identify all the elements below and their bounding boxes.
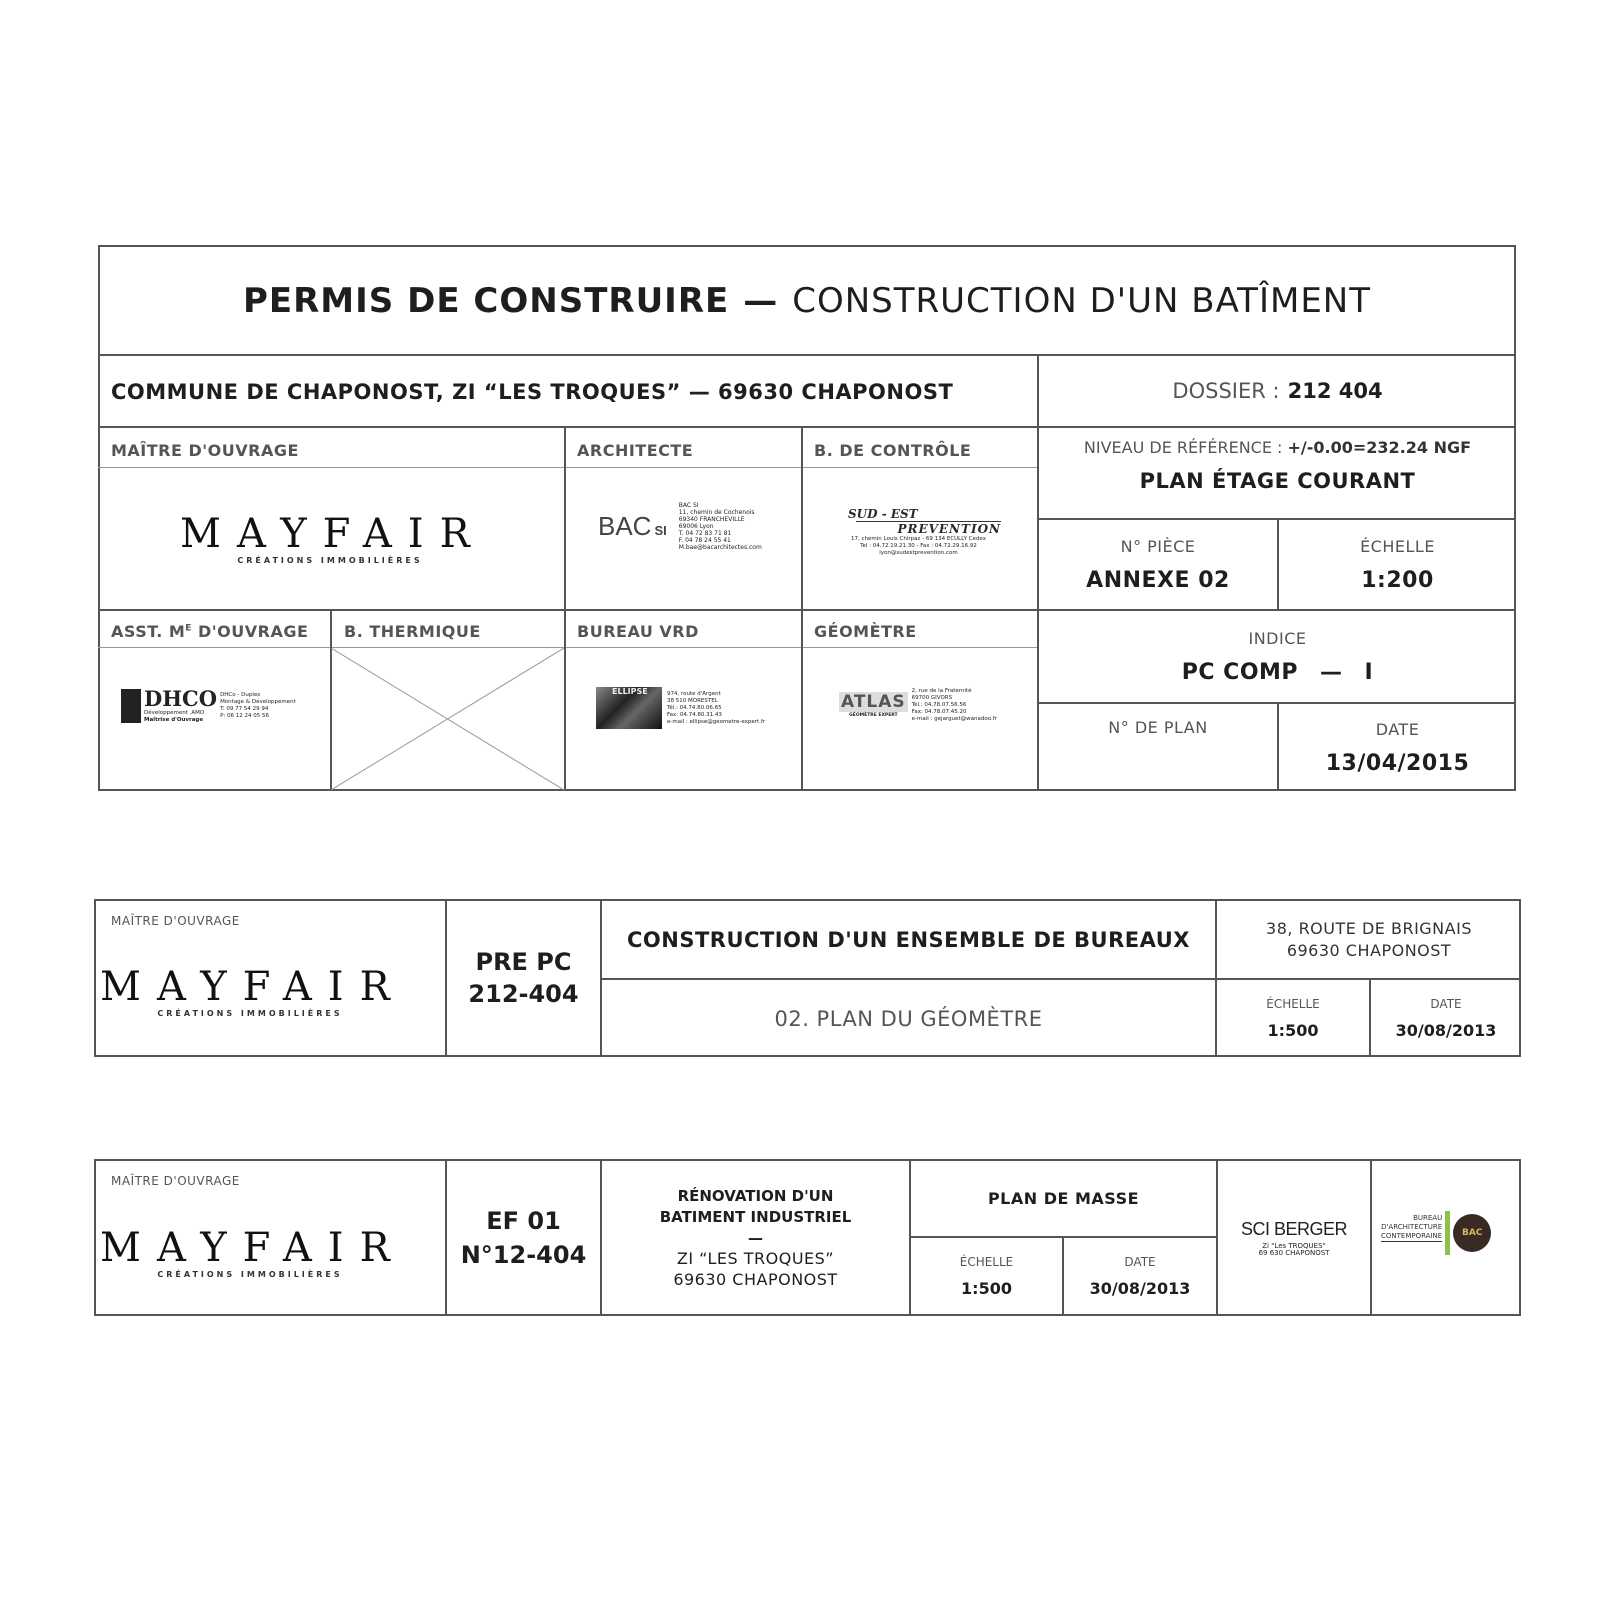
atlas-line: 69700 GIVORS xyxy=(911,695,953,701)
echelle-cell xyxy=(1217,980,1369,1057)
sci-name: SCI BERGER xyxy=(1240,1218,1348,1239)
title-rest: CONSTRUCTION D'UN BATÎMENT xyxy=(792,280,1371,321)
asst-suffix: D'OUVRAGE xyxy=(191,622,309,641)
bac-line: 69006 Lyon xyxy=(678,523,714,530)
bac-contemporaine-logo xyxy=(1381,1211,1491,1255)
date-label: DATE xyxy=(1375,719,1420,739)
project-cell xyxy=(602,1161,909,1314)
dhco-contact xyxy=(220,692,296,720)
echelle-cell xyxy=(911,1238,1062,1314)
sud-contact xyxy=(836,536,1001,557)
project-title-text: CONSTRUCTION D'UN ENSEMBLE DE BUREAUX xyxy=(627,927,1190,952)
bac-line: 11, chemin de Cochenois xyxy=(678,509,755,516)
label-geometre: GÉOMÈTRE xyxy=(814,622,917,641)
bureau-line: BUREAU xyxy=(1413,1214,1443,1222)
sud-contact-line: lyon@sudestprevention.com xyxy=(879,550,958,556)
atlas-contact xyxy=(912,688,997,723)
plan-subtitle xyxy=(602,980,1215,1057)
atlas-line: Tél.: 04.78.07.56.56 xyxy=(911,702,967,708)
dhco-line: Montage & Développement xyxy=(220,699,296,705)
bac-line: BAC SI xyxy=(678,502,699,509)
indice-right: I xyxy=(1364,659,1374,685)
bac-badge-text: BAC xyxy=(1461,1228,1483,1238)
sud-est-prevention-logo xyxy=(836,507,1001,557)
dhco-mark: DHCO xyxy=(144,686,218,711)
indice-label: INDICE xyxy=(1248,628,1307,648)
piece-label: N° PIÈCE xyxy=(1120,536,1196,556)
mayfair-logo xyxy=(100,964,406,1018)
ellipse-line: 38 510 MORESTEL xyxy=(667,697,718,704)
date-value: 30/08/2013 xyxy=(1395,1021,1497,1040)
bac-contact xyxy=(679,502,762,551)
plan-title-cell xyxy=(911,1161,1216,1236)
plan-no-label: N° DE PLAN xyxy=(1108,718,1208,737)
divider xyxy=(98,467,1038,468)
label-maitre-ouvrage: MAÎTRE D'OUVRAGE xyxy=(111,441,299,460)
sud-contact-line: 17, chemin Louis Chirpaz - 69 134 ECULLY Cedex xyxy=(851,536,986,542)
echelle-cell xyxy=(1279,520,1516,609)
label-vrd: BUREAU VRD xyxy=(577,622,699,641)
ellipse-line: Tél.: 04.74.80.06.65 xyxy=(667,704,722,711)
code-line2: 212-404 xyxy=(468,980,579,1008)
dossier-label: DOSSIER : xyxy=(1172,379,1280,403)
ellipse-logo xyxy=(596,687,765,729)
ellipse-line: Fax: 04.74.80.31.43 xyxy=(667,711,722,718)
bac-mark: BAC xyxy=(598,511,652,541)
sci-line1: Zi "Les TROQUES" xyxy=(1262,1241,1326,1250)
niveau-line xyxy=(1084,438,1471,457)
atlas-line: e-mail : gejarguet@wanadoo.fr xyxy=(911,716,997,722)
asst-sup: E xyxy=(185,623,192,634)
ellipse-line: e-mail : ellipse@geometre-expert.fr xyxy=(667,718,766,725)
indice-value xyxy=(1182,660,1373,685)
dhco-line: DHCo - Duplex xyxy=(220,692,261,698)
project-dash: — xyxy=(748,1228,763,1247)
sci-line2: 69 630 CHAPONOST xyxy=(1258,1248,1330,1257)
bac-line: M.bae@bacarchitectes.com xyxy=(678,544,762,551)
divider xyxy=(564,426,566,791)
dossier-value: 212 404 xyxy=(1287,379,1383,403)
address-cell xyxy=(1217,901,1521,978)
date-cell xyxy=(1064,1238,1216,1314)
dhco-emblem-icon xyxy=(121,689,141,723)
divider xyxy=(801,426,803,791)
label-controle: B. DE CONTRÔLE xyxy=(814,441,972,460)
echelle-value: 1:500 xyxy=(961,1278,1012,1298)
niveau-label: NIVEAU DE RÉFÉRENCE : xyxy=(1083,438,1283,457)
mayfair-name: MAYFAIR xyxy=(180,511,486,557)
bac-line: T. 04 72 83 71 81 xyxy=(678,530,732,537)
date-value: 30/08/2013 xyxy=(1089,1278,1191,1298)
dossier xyxy=(1039,356,1516,426)
sud-line2: PREVENTION xyxy=(856,521,1001,536)
title-bold: PERMIS DE CONSTRUIRE xyxy=(242,280,730,321)
bac-mark-sub: SI xyxy=(654,523,667,538)
title-dash: — xyxy=(743,280,779,321)
indice-left: PC COMP xyxy=(1181,659,1299,685)
code-cell xyxy=(447,901,600,1055)
atlas-line: 2, rue de la Fraternité xyxy=(911,688,972,694)
date-cell xyxy=(1279,704,1516,791)
echelle-label: ÉCHELLE xyxy=(1266,997,1320,1011)
project-line3: ZI “LES TROQUES” xyxy=(676,1248,835,1268)
plan-title: PLAN DE MASSE xyxy=(987,1189,1140,1208)
date-value: 13/04/2015 xyxy=(1325,750,1470,776)
project-line1: RÉNOVATION D'UN xyxy=(677,1186,834,1205)
plan-title: PLAN ÉTAGE COURANT xyxy=(1139,469,1416,493)
bureau-line: D'ARCHITECTURE xyxy=(1381,1223,1443,1231)
dhco-sub2: Maîtrise d'Ouvrage xyxy=(144,717,204,723)
bac-si-logo xyxy=(598,502,762,551)
dhco-logo xyxy=(121,688,296,724)
atlas-line: Fax: 04.78.07.45.20 xyxy=(911,709,967,715)
echelle-value: 1:500 xyxy=(1267,1021,1319,1040)
date-label: DATE xyxy=(1124,1254,1156,1269)
dhco-line: T: 09 77 54 29 94 xyxy=(220,706,269,712)
main-title xyxy=(98,247,1516,354)
date-cell xyxy=(1371,980,1521,1057)
label-architecte: ARCHITECTE xyxy=(577,441,694,460)
project-line2: BATIMENT INDUSTRIEL xyxy=(659,1207,852,1226)
atlas-logo xyxy=(839,688,997,723)
niveau-reference xyxy=(1039,428,1516,518)
asst-prefix: ASST. M xyxy=(111,622,186,641)
label-asst-maitre-ouvrage xyxy=(111,622,308,641)
echelle-value: 1:200 xyxy=(1361,567,1434,593)
date-label: DATE xyxy=(1430,997,1462,1011)
mayfair-tagline: CRÉATIONS IMMOBILIÈRES xyxy=(237,556,423,565)
code-line1: EF 01 xyxy=(486,1206,561,1235)
mayfair-logo xyxy=(180,511,486,565)
piece-value: ANNEXE 02 xyxy=(1086,567,1230,593)
address-line2: 69630 CHAPONOST xyxy=(1286,940,1452,960)
indice-dash: — xyxy=(1320,659,1343,685)
divider xyxy=(1370,1159,1372,1316)
sud-line1: SUD - EST xyxy=(848,507,918,521)
divider xyxy=(98,647,1038,648)
ellipse-line: 974, route d'Argent xyxy=(667,690,721,697)
ellipse-mark: ELLIPSE xyxy=(612,687,648,696)
plan-subtitle-text: 02. PLAN DU GÉOMÈTRE xyxy=(774,1006,1043,1031)
project-line4: 69630 CHAPONOST xyxy=(673,1269,838,1289)
code-line1: PRE PC xyxy=(475,948,572,976)
commune-address: COMMUNE DE CHAPONOST, ZI “LES TROQUES” — 69630 CHAPONOST xyxy=(111,380,954,404)
bureau-line: CONTEMPORAINE xyxy=(1381,1232,1443,1240)
ellipse-emblem-icon xyxy=(596,687,662,729)
address-line1: 38, ROUTE DE BRIGNAIS xyxy=(1266,918,1472,938)
mayfair-logo xyxy=(100,1225,406,1279)
sci-berger-logo xyxy=(1218,1161,1370,1314)
label-thermique: B. THERMIQUE xyxy=(344,622,481,641)
dhco-line: P: 06 12 24 05 56 xyxy=(220,713,269,719)
sud-contact-line: Tel : 04.72.19.21.30 - Fax : 04.72.29.16.92 xyxy=(860,543,977,549)
mayfair-tagline: CRÉATIONS IMMOBILIÈRES xyxy=(157,1009,343,1018)
maitre-ouvrage-label: MAÎTRE D'OUVRAGE xyxy=(111,1174,240,1188)
plan-no-cell xyxy=(1039,704,1277,791)
bac-line: F. 04 78 24 55 41 xyxy=(678,537,731,544)
dhco-sub1: Développement .AMO xyxy=(144,710,205,716)
ellipse-contact xyxy=(667,691,765,726)
bac-badge-icon xyxy=(1453,1214,1491,1252)
indice-cell xyxy=(1039,611,1516,702)
mayfair-name: MAYFAIR xyxy=(100,964,406,1010)
niveau-value: +/-0.00=232.24 NGF xyxy=(1287,438,1472,457)
piece-cell xyxy=(1039,520,1277,609)
bureau-text xyxy=(1381,1214,1442,1252)
atlas-mark: ATLAS xyxy=(841,692,906,712)
atlas-sub: GÉOMÈTRE EXPERT xyxy=(849,713,898,718)
code-line2: N°12-404 xyxy=(460,1240,587,1269)
echelle-label: ÉCHELLE xyxy=(1360,536,1435,556)
code-cell xyxy=(447,1161,600,1314)
mayfair-name: MAYFAIR xyxy=(100,1225,406,1271)
maitre-ouvrage-label: MAÎTRE D'OUVRAGE xyxy=(111,914,240,928)
echelle-label: ÉCHELLE xyxy=(959,1254,1014,1269)
project-title xyxy=(602,901,1215,978)
green-bar xyxy=(1445,1211,1450,1255)
bac-line: 69340 FRANCHEVILLE xyxy=(678,516,745,523)
empty-cell-cross xyxy=(331,648,564,790)
mayfair-tagline: CRÉATIONS IMMOBILIÈRES xyxy=(157,1270,343,1279)
